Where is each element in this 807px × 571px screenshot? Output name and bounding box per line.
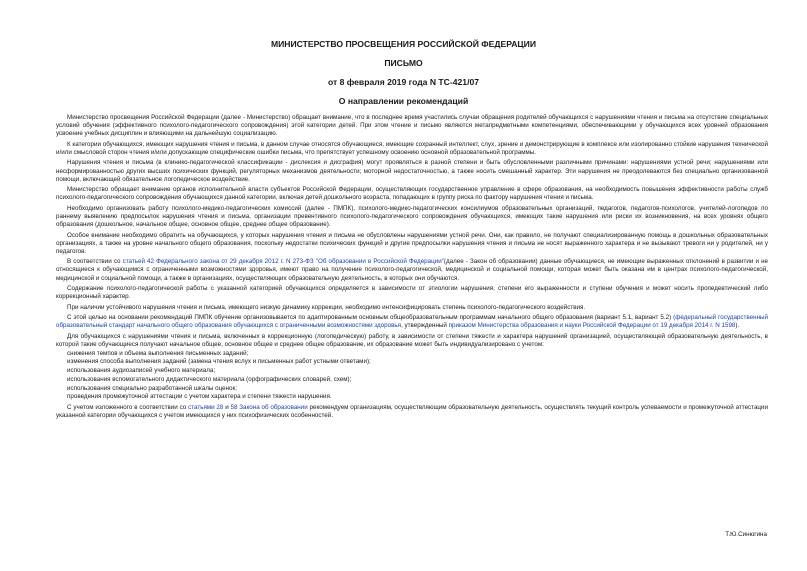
paragraph-10-text-c: ).	[735, 322, 740, 330]
law-article-28-link[interactable]: статьями 28	[188, 403, 224, 411]
paragraph-2: К категории обучающихся, имеющих нарушения чтения и письма, в данном случае относятся обучающиеся, имеющие сохранный интеллект, слух, зрение и демонстрирующие в комплексе или изолированно стойкие нарушения технической и/или смысловой сторон чтения и/или допускающие специфические ошибки письма, что препятствует успешному освоению основной образовательной программы.	[56, 140, 768, 156]
paragraph-10	[56, 314, 768, 330]
ministry-heading: МИНИСТЕРСТВО ПРОСВЕЩЕНИЯ РОССИЙСКОЙ ФЕДЕРАЦИИ	[270, 39, 537, 49]
paragraph-5: Необходимо организовать работу психолого-медико-педагогических комиссий (далее - ПМПК), психолого-медико-педагогических консилиумов образовательных организаций, педагогов, педагогов-психологов, учителей-логопедов по раннему выявлению предпосылок нарушения чтения и письма, организации превентивного психолого-педагогического сопровождения обучающихся, имеющих такие нарушения или риски их возникновения, на всех уровнях общего образования (дошкольное, начальное общее, основное общее, среднее общее образование).	[56, 204, 768, 229]
paragraph-6: Особое внимание необходимо обратить на обучающихся, у которых нарушения чтения и письма не обусловлены нарушениями устной речи. Они, как правило, не получают специализированную помощь в дошкольных образовательных организациях, а также на уровне начального общего образования, поскольку недостатки психических функций и другие предпосылки нарушения чтения и письма не носят выраженного характера и не вызывают тревоги ни у родителей, ни у педагогов.	[56, 231, 768, 255]
signature: Т.Ю.Синюгина	[725, 531, 767, 538]
list-item-3: использования аудиозаписей учебного материала;	[67, 367, 216, 375]
law-article-42-link[interactable]: статьей 42 Федерального закона от 29 декабря 2012 г. N 273-ФЗ "Об образовании в Российской Федерации"	[122, 258, 444, 266]
paragraph-7-text-a: В соответствии со	[67, 258, 123, 266]
paragraph-10-text-a: С этой целью на основании рекомендаций ПМПК обучение организовывается по адаптированным основным общеобразовательным программам начального общего образования (вариант 5.1, вариант 5.2)	[67, 314, 674, 322]
paragraph-4: Министерство обращает внимание органов исполнительной власти субъектов Российской Федерации, осуществляющих государственное управление в сфере образования, на необходимость повышения эффективности работы служб психолого-педагогического сопровождения обучающихся данной категории, включая детей дошкольного возраста, попадающих в группу риска по фактору нарушения чтения и письма.	[56, 186, 768, 202]
list-item-1: снижения темпов и объема выполнения письменных заданий;	[67, 349, 249, 357]
list-item-5: использования специально разработанной шкалы оценок;	[67, 384, 237, 392]
fgos-standard-link[interactable]: (федеральный государственный образовательный стандарт начального общего образования обучающихся с ограниченными возможностями здоровья	[56, 314, 769, 330]
paragraph-12-text-a: С учетом изложенного в соответствии со	[67, 403, 189, 411]
document-subject: О направлении рекомендаций	[338, 96, 469, 106]
paragraph-7-text-b: (далее - Закон об образовании) данные обучающиеся, не имеющие выраженных отклонений в развитии и не относящиеся к обучающимся с ограниченными возможностями здоровья, имеют право на получение психолого-педагогической, медицинской и социальной помощи, которая может быть оказана им в центрах психолого-педагогической, медицинской и социальной помощи, а также в организациях, осуществляющих образовательную деятельность, в которых они обучаются.	[56, 258, 768, 282]
list-item-6: проведения промежуточной аттестации с учетом характера и степени тяжести нарушения.	[67, 393, 332, 401]
list-item-4: использования вспомогательного дидактического материала (орфографических словарей, схем);	[67, 375, 352, 383]
paragraph-12-text-c: рекомендуем организациям, осуществляющим образовательную деятельность, осуществлять текущий контроль успеваемости и промежуточной аттестации указанной категории обучающихся с учетом имеющихся у них психофизических особенностей.	[56, 403, 768, 419]
paragraph-12-text-b: и	[223, 403, 231, 411]
paragraph-1: Министерство просвещения Российской Федерации (далее - Министерство) обращает внимание, что в последнее время участились случаи обращения родителей обучающихся с нарушениями чтения и письма на отсутствие специальных условий обучения (эффективного психолого-педагогического сопровождения) этой категории детей. При этом чтение и письмо являются метапредметными компетенциями, обеспечивающими у обучающихся всех уровней образования усвоение учебных дисциплин и влияющими на дальнейшую социализацию.	[56, 114, 768, 138]
order-1598-link[interactable]: приказом Министерства образования и науки Российской Федерации от 19 декабря 2014 г. N 1598	[448, 322, 736, 330]
document-date-number: от 8 февраля 2019 года N ТС-421/07	[327, 77, 480, 87]
law-article-58-link[interactable]: 58 Закона об образовании	[230, 403, 308, 411]
document-type: ПИСЬМО	[384, 58, 423, 68]
paragraph-3: Нарушения чтения и письма (в клинико-педагогической классификации - дислексия и дисграфия) могут проявляться в разной степени и быть обусловленными различными причинами: нарушениями устной речи; нарушениями или несформированностью других высших психических функций, регуляторных механизмов деятельности; моторной недостаточностью, а также носить смешанный характер. Эти нарушения не преодолеваются без специально организованной помощи, включающей обязательное логопедическое воздействие.	[56, 159, 768, 183]
list-item-2: изменения способа выполнения заданий (замена чтения вслух и письменных работ устными ответами);	[67, 358, 371, 366]
paragraph-11: Для обучающихся с нарушениями чтения и письма, включенных в коррекционную (логопедическую) работу, в зависимости от степени тяжести и характера нарушений организацией, осуществляющей образовательную деятельность, в которой такие обучающиеся получают начальное общее, основное общее и среднее общее образование, их образование может быть индивидуализировано с учетом:	[56, 332, 768, 348]
paragraph-7	[56, 258, 768, 282]
paragraph-8: Содержание психолого-педагогической работы с указанной категорией обучающихся определяется в зависимости от этиологии нарушения, степени его выраженности и ступени обучения и может носить пропедевтический либо коррекционный характер.	[56, 285, 768, 301]
paragraph-9: При наличии устойчивого нарушения чтения и письма, имеющего низкую динамику коррекции, необходимо интенсифицировать степень психолого-педагогического воздействия.	[67, 303, 586, 311]
paragraph-10-text-b: , утвержденный	[401, 322, 449, 330]
paragraph-12	[56, 404, 768, 420]
letter-body	[56, 114, 768, 422]
